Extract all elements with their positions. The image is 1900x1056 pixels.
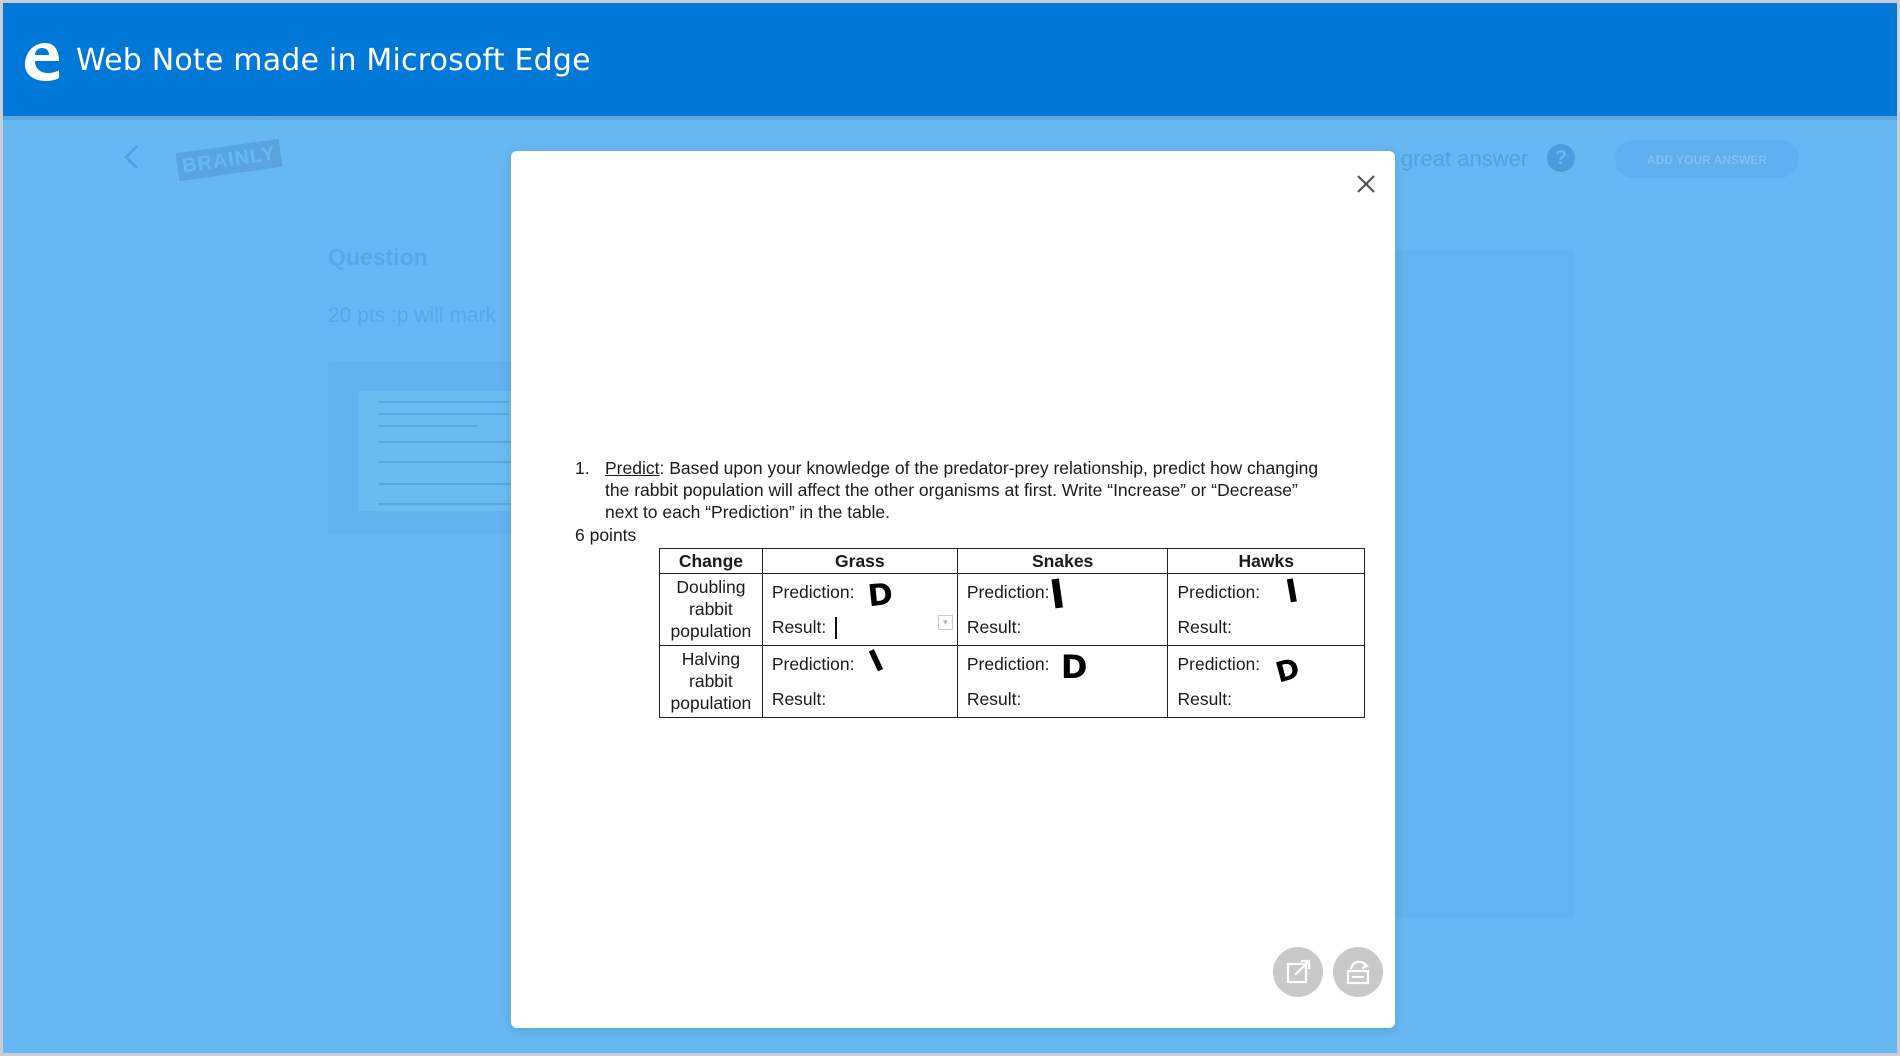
prediction-label: Prediction:: [1177, 654, 1261, 674]
prediction-label: Prediction:: [771, 582, 855, 602]
change-cell-doubling: [660, 574, 763, 646]
change-cell-halving: [660, 646, 763, 718]
snakes-cell: [957, 571, 1168, 646]
hawks-cell: [1168, 571, 1365, 646]
result-label: Result:: [966, 617, 1022, 637]
answers-panel: [1396, 249, 1574, 919]
question-line-2: the rabbit population will affect the other organisms at first. Write “Increase” or “Decrease”: [605, 480, 1298, 500]
help-icon[interactable]: ?: [1547, 144, 1575, 172]
thumbnail-line: [378, 503, 528, 505]
change-text: rabbit: [689, 671, 733, 691]
thumbnail-line: [378, 483, 528, 485]
table-row: [660, 574, 1365, 646]
predict-word: Predict: [605, 458, 660, 478]
brainly-logo[interactable]: BRAINLY: [176, 139, 283, 181]
result-label: Result:: [966, 689, 1022, 709]
text-caret: [835, 617, 837, 639]
header-snakes: Snakes: [957, 549, 1168, 574]
prediction-label: Prediction:: [966, 582, 1050, 602]
prediction-label: Prediction:: [1177, 582, 1261, 602]
handwritten-mark: I: [1283, 571, 1302, 611]
table-row: [660, 646, 1365, 718]
result-label: Result:: [771, 617, 827, 637]
header-hawks: Hawks: [1168, 549, 1365, 574]
table-header-row: [660, 549, 1365, 574]
thumbnail-line: [378, 425, 478, 427]
header-grass: Grass: [762, 549, 957, 574]
change-text: Halving: [681, 649, 741, 669]
question-line-1-text: : Based upon your knowledge of the predator-prey relationship, predict how changing: [659, 458, 1319, 478]
handwritten-mark: D: [1272, 651, 1304, 690]
header-change: Change: [660, 549, 763, 574]
external-link-icon: [1273, 947, 1323, 997]
thumbnail-line: [378, 441, 528, 443]
prediction-label: Prediction:: [771, 654, 855, 674]
handwritten-mark: D: [1060, 648, 1088, 686]
add-your-answer-button[interactable]: ADD YOUR ANSWER: [1615, 140, 1799, 178]
thumbnail-line: [378, 401, 508, 403]
open-external-button[interactable]: [1273, 947, 1323, 997]
prediction-label: Prediction:: [966, 654, 1050, 674]
great-answer-text: great answer: [1401, 146, 1529, 171]
handwritten-mark: I: [863, 643, 889, 680]
rotate-icon: [1333, 947, 1383, 997]
rotate-image-button[interactable]: [1333, 947, 1383, 997]
close-icon[interactable]: [1353, 171, 1379, 197]
question-line-3: next to each “Prediction” in the table.: [605, 502, 891, 522]
thumbnail-image: [358, 391, 528, 511]
result-label: Result:: [1177, 617, 1232, 637]
title-bar: [3, 3, 1897, 116]
thumbnail-line: [378, 413, 508, 415]
change-text: rabbit: [689, 599, 733, 619]
edge-logo-icon: [21, 39, 61, 83]
grass-cell: [762, 574, 957, 646]
attachment-thumbnail[interactable]: [328, 361, 528, 534]
question-number: 1.: [575, 458, 590, 478]
question-heading: Question: [328, 244, 428, 270]
result-label: Result:: [1177, 689, 1232, 709]
chevron-down-icon[interactable]: ▾: [938, 615, 953, 630]
hawks-cell: [1168, 646, 1365, 718]
grass-cell: [762, 643, 957, 718]
result-label: Result:: [771, 689, 827, 709]
question-line-1: [605, 458, 1318, 479]
change-text: population: [670, 693, 752, 713]
thumbnail-line: [378, 461, 528, 463]
image-viewer-modal: [511, 151, 1395, 1028]
change-text: Doubling: [676, 577, 746, 597]
handwritten-mark: D: [866, 576, 895, 615]
window-title: Web Note made in Microsoft Edge: [76, 43, 591, 78]
change-text: population: [670, 621, 752, 641]
question-text: 20 pts :p will mark: [328, 304, 497, 327]
snakes-cell: [957, 646, 1168, 718]
back-chevron-icon[interactable]: [119, 142, 145, 172]
prediction-table: [659, 548, 1365, 718]
points-label: 6 points: [575, 525, 637, 545]
handwritten-mark: I: [1046, 571, 1068, 619]
